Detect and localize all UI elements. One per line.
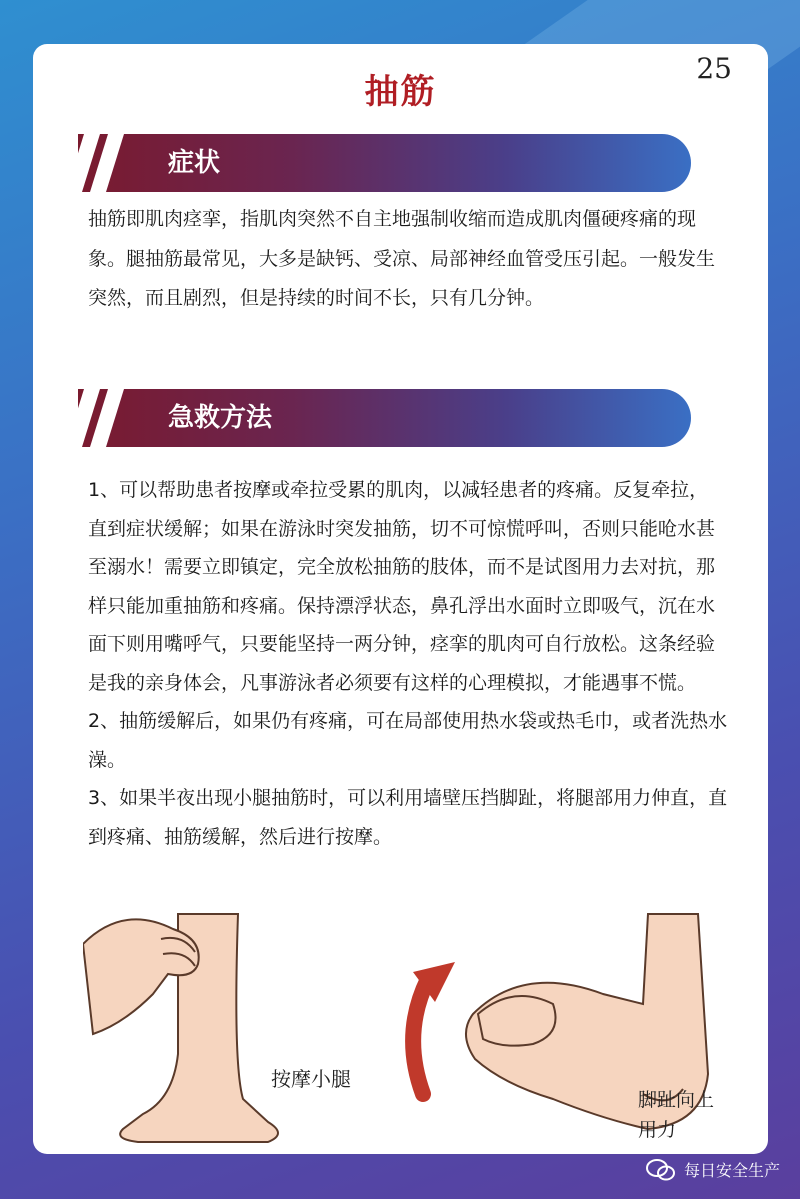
stripes-decoration [74, 389, 144, 447]
footer-brand [646, 1158, 780, 1181]
content-card [33, 44, 768, 1154]
leg-massage-illustration [83, 914, 278, 1142]
first-aid-list [88, 471, 728, 856]
page-number: 25 [696, 52, 732, 85]
brand-name: 每日安全生产 [683, 1161, 780, 1180]
page-title: 抽筋 [364, 72, 437, 112]
illustration [83, 884, 733, 1144]
red-arrow-icon [413, 962, 455, 1094]
symptom-paragraph: 抽筋即肌肉痉挛，指肌肉突然不自主地强制收缩而造成肌肉僵硬疼痛的现象。腿抽筋最常见，大多是缺钙、受凉、局部神经血管受压引起。一般发生突然，而且剧烈，但是持续的时间不长，只有几分钟。 [88, 208, 716, 309]
right-caption-line2: 用力 [638, 1119, 677, 1141]
stripes-decoration [74, 134, 144, 192]
left-caption: 按摩小腿 [271, 1067, 351, 1091]
section-banner-symptoms [78, 134, 691, 192]
list-item: 1、可以帮助患者按摩或牵拉受累的肌肉，以减轻患者的疼痛。反复牵拉， 直到症状缓解；如果在游泳时突发抽筋，切不可惊慌呼叫，否则只能呛水甚至溺水！需要立即镇定，完全放松抽筋的肢体，而不是试图用力去对抗，那样只能加重抽筋和疼痛。保持漂浮状态，鼻孔浮出水面时立即吸气，沉在水面下则用嘴呼气，只要能坚持一两分钟，痉挛的肌肉可自行放松。这条经验是我的亲身体会，凡事游泳者必须要有这样的心理模拟，才能遇事不慌。 [88, 479, 718, 694]
list-item: 3、如果半夜出现小腿抽筋时，可以利用墙壁压挡脚趾，将腿部用力伸直，直到疼痛、抽筋缓解，然后进行按摩。 [88, 787, 728, 848]
section-banner-first-aid [78, 389, 691, 447]
section-heading: 症状 [168, 148, 221, 178]
right-caption-line1: 脚趾向上 [638, 1089, 715, 1111]
list-item: 2、抽筋缓解后，如果仍有疼痛，可在局部使用热水袋或热毛巾，或者洗热水澡。 [88, 710, 728, 771]
wechat-icon [646, 1159, 676, 1181]
section-heading: 急救方法 [168, 403, 273, 433]
